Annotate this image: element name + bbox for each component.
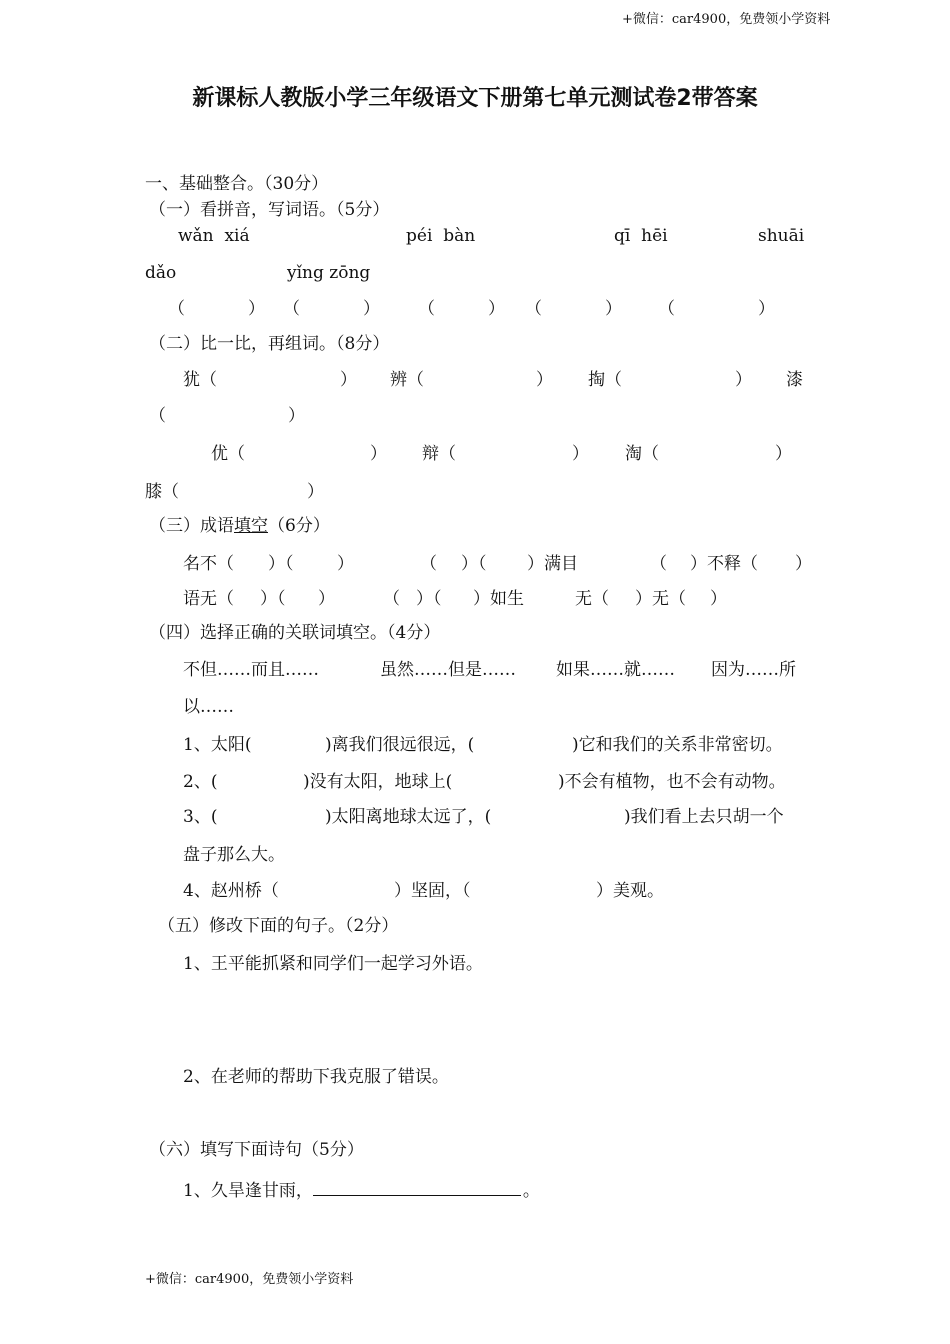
compare-item: 掏（ bbox=[588, 370, 622, 390]
answer-blank-open: （ bbox=[168, 299, 185, 319]
question-2: )没有太阳，地球上( bbox=[303, 772, 453, 792]
answer-blank-close: ） bbox=[605, 299, 622, 319]
question-1: )它和我们的关系非常密切。 bbox=[572, 735, 783, 755]
idiom-part: ）如生 bbox=[473, 589, 524, 609]
idiom-part: ） bbox=[795, 554, 812, 574]
idiom-part: ）（ bbox=[461, 554, 487, 574]
idiom-part: 名不（ bbox=[183, 554, 234, 574]
pinyin-4: shuāi bbox=[758, 226, 805, 246]
compare-close: ） bbox=[340, 370, 357, 390]
part6-heading: （六）填写下面诗句（5分） bbox=[149, 1140, 364, 1160]
question-4: ）坚固，（ bbox=[394, 881, 471, 901]
idiom-part: （ bbox=[420, 554, 437, 574]
idiom-part: ）（ bbox=[260, 589, 286, 609]
question-3: )我们看上去只胡一个 bbox=[624, 807, 784, 827]
compare-close: ） bbox=[572, 444, 589, 464]
question-2: 2、( bbox=[183, 772, 218, 792]
conjunction-option: 因为……所 bbox=[711, 660, 796, 680]
compare-close: ） bbox=[307, 482, 324, 502]
answer-blank-close: ） bbox=[758, 299, 775, 319]
idiom-part: （ bbox=[650, 554, 667, 574]
question-3-cont: 盘子那么大。 bbox=[183, 845, 285, 865]
pinyin-2: péi bàn bbox=[406, 226, 476, 246]
idiom-part: 语无（ bbox=[183, 589, 234, 609]
header-note: +微信：car4900，免费领小学资料 bbox=[622, 12, 831, 27]
compare-item: 漆 bbox=[786, 370, 803, 390]
idiom-part: ）满目 bbox=[527, 554, 578, 574]
sentence-2: 2、在老师的帮助下我克服了错误。 bbox=[183, 1067, 449, 1087]
answer-blank-open: （ bbox=[283, 299, 300, 319]
sentence-1: 1、王平能抓紧和同学们一起学习外语。 bbox=[183, 954, 483, 974]
compare-item: 辩（ bbox=[422, 444, 456, 464]
pinyin-6: yǐng zōng bbox=[287, 263, 371, 283]
idiom-part: ）不释（ bbox=[690, 554, 758, 574]
idiom-part: ）无（ bbox=[635, 589, 686, 609]
answer-blank-close: ） bbox=[488, 299, 505, 319]
part1-heading: （一）看拼音，写词语。（5分） bbox=[149, 200, 390, 220]
conjunction-option-cont: 以…… bbox=[183, 697, 234, 717]
question-4: ）美观。 bbox=[596, 881, 664, 901]
pinyin-1: wǎn xiá bbox=[178, 226, 250, 246]
part5-heading: （五）修改下面的句子。（2分） bbox=[158, 916, 399, 936]
question-2: )不会有植物，也不会有动物。 bbox=[558, 772, 786, 792]
part2-heading: （二）比一比，再组词。（8分） bbox=[149, 334, 390, 354]
compare-close: ） bbox=[536, 370, 553, 390]
idiom-part: ） bbox=[710, 589, 727, 609]
question-3: 3、( bbox=[183, 807, 218, 827]
question-3: )太阳离地球太远了，( bbox=[325, 807, 492, 827]
part3-heading: （三）成语填空（6分） bbox=[149, 516, 330, 536]
poem-question-1: 1、久旱逢甘雨， 。 bbox=[183, 1181, 540, 1201]
part4-heading: （四）选择正确的关联词填空。（4分） bbox=[149, 623, 441, 643]
idiom-part: ） bbox=[318, 589, 335, 609]
compare-item: 膝（ bbox=[145, 482, 179, 502]
idiom-part: ）（ bbox=[416, 589, 442, 609]
compare-close: ） bbox=[735, 370, 752, 390]
section-heading: 一、基础整合。（30分） bbox=[145, 174, 329, 194]
compare-close: ） bbox=[288, 406, 305, 426]
footer-note: +微信：car4900，免费领小学资料 bbox=[145, 1272, 354, 1287]
idiom-part: ）（ bbox=[268, 554, 294, 574]
question-4: 4、赵州桥（ bbox=[183, 881, 279, 901]
idiom-part: 无（ bbox=[575, 589, 609, 609]
compare-open: （ bbox=[149, 406, 166, 426]
answer-blank-open: （ bbox=[525, 299, 542, 319]
answer-blank-close: ） bbox=[248, 299, 265, 319]
underlined-text: 填空 bbox=[234, 516, 268, 536]
pinyin-5: dǎo bbox=[145, 263, 177, 283]
conjunction-option: 不但……而且…… bbox=[183, 660, 319, 680]
compare-item: 优（ bbox=[211, 444, 245, 464]
question-1: 1、太阳( bbox=[183, 735, 252, 755]
answer-blank-close: ） bbox=[363, 299, 380, 319]
fill-blank-line bbox=[313, 1179, 521, 1196]
answer-blank-open: （ bbox=[418, 299, 435, 319]
idiom-part: （ bbox=[383, 589, 400, 609]
conjunction-option: 如果……就…… bbox=[556, 660, 675, 680]
compare-item: 犹（ bbox=[183, 370, 217, 390]
compare-item: 辨（ bbox=[390, 370, 424, 390]
page-title: 新课标人教版小学三年级语文下册第七单元测试卷2带答案 bbox=[192, 86, 758, 111]
answer-blank-open: （ bbox=[658, 299, 675, 319]
conjunction-option: 虽然……但是…… bbox=[380, 660, 516, 680]
compare-close: ） bbox=[775, 444, 792, 464]
pinyin-3: qī hēi bbox=[614, 226, 668, 246]
compare-close: ） bbox=[370, 444, 387, 464]
idiom-part: ） bbox=[337, 554, 354, 574]
compare-item: 淘（ bbox=[625, 444, 659, 464]
question-1: )离我们很远很远，( bbox=[325, 735, 475, 755]
